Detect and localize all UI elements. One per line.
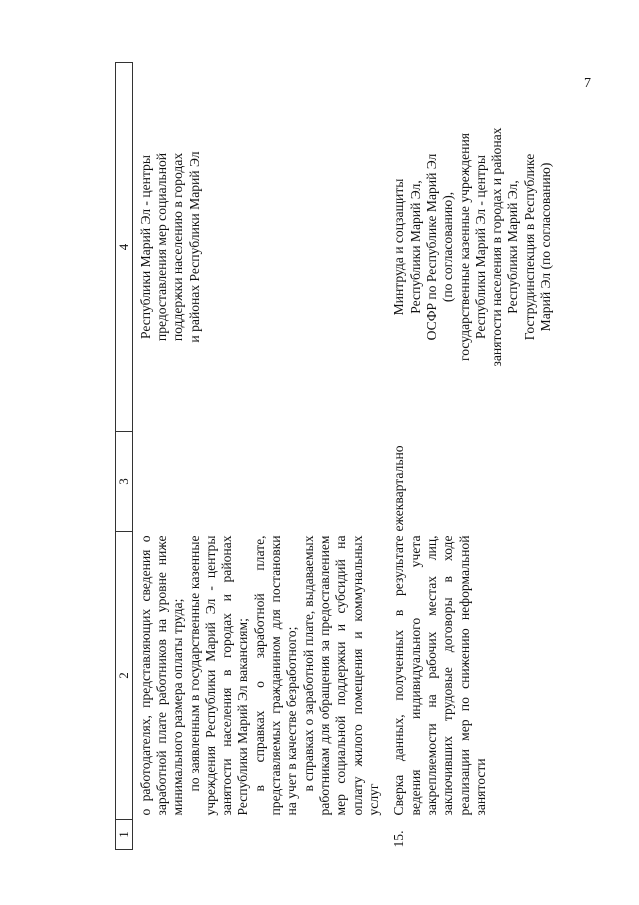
executor-line: Марий Эл (по согласованию) xyxy=(538,162,554,332)
executor-line: Минтруда и соцзащиты xyxy=(391,178,407,316)
row-executors xyxy=(386,63,558,432)
header-col-3: 3 xyxy=(116,432,133,532)
executor-line: Республики Марий Эл, xyxy=(505,180,521,314)
description-paragraph: о работодателях, представляющих сведения о заработной плате работников на уровне ниже минимального размера оплаты труда; xyxy=(137,535,186,816)
row-period: ежеквартально xyxy=(391,445,407,532)
header-col-1: 1 xyxy=(116,820,133,850)
executor-line: государственные казенные учреждения xyxy=(456,133,472,361)
row-number: 15. xyxy=(391,830,407,848)
description-paragraph: по заявленным в государственные казенные учреждения Республики Марий Эл - центры занятости населения в городах и районах Республики Марий Эл вакансиям; xyxy=(186,535,251,816)
executor-line: поддержки населению в городах xyxy=(170,152,186,342)
description-paragraph: в справках о заработной плате, представляемых гражданином для постановки на учет в качестве безработного; xyxy=(251,535,300,816)
executor-line: ОСФР по Республике Марий Эл xyxy=(423,153,439,341)
row-period xyxy=(132,432,386,532)
description-paragraph: Сверка данных, полученных в результате ведения индивидуального учета закрепляемости на рабочих местах лиц, заключивших трудовые договоры в ходе реализации мер по снижению неформальной занятости xyxy=(391,535,488,816)
executor-line: Республики Марий Эл - центры xyxy=(137,155,153,339)
executor-line: занятости населения в городах и районах xyxy=(489,127,505,367)
executor-line: предоставления мер социальной xyxy=(153,152,169,342)
row-executors xyxy=(132,63,386,432)
table-header-row xyxy=(116,63,133,850)
executor-line: (по согласованию), xyxy=(440,191,456,303)
executor-line: Гострудинспекция в Республике xyxy=(521,153,537,341)
table-row xyxy=(132,63,386,850)
row-description xyxy=(132,532,386,820)
header-col-4: 4 xyxy=(116,63,133,432)
executor-line: Республики Марий Эл - центры xyxy=(472,155,488,339)
row-number xyxy=(132,820,386,850)
page-number: 7 xyxy=(584,76,591,91)
row-description xyxy=(386,532,558,820)
executor-line: Республики Марий Эл, xyxy=(407,180,423,314)
measures-table xyxy=(115,62,558,850)
executor-line: и районах Республики Марий Эл xyxy=(186,151,202,343)
rotated-table-container xyxy=(115,63,554,850)
description-paragraph: в справках о заработной плате, выдаваемых работникам для обращения за предоставлением мер социальной поддержки и субсидий на оплату жилого помещения и коммунальных услуг xyxy=(300,535,381,816)
table-row xyxy=(386,63,558,850)
header-col-2: 2 xyxy=(116,532,133,820)
